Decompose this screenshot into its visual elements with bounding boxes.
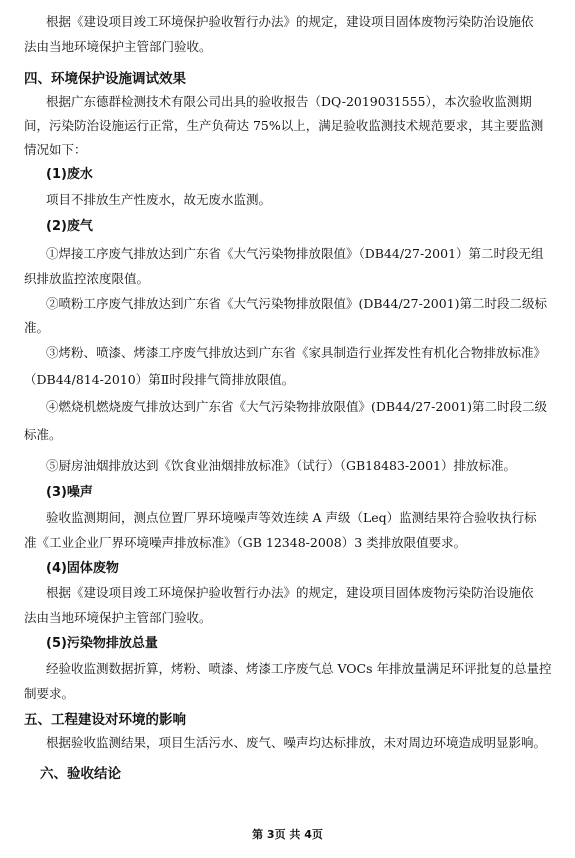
page-number: 第 3页 共 4页 [252, 828, 323, 841]
section-heading: 五、工程建设对环境的影响 [24, 712, 186, 728]
subsection-heading: (2)废气 [46, 219, 93, 234]
section-heading: 四、环境保护设施调试效果 [24, 71, 186, 87]
paragraph-line: 织排放监控浓度限值。 [24, 271, 150, 286]
paragraph-line: 准。 [24, 320, 50, 335]
paragraph-line: 准《工业企业厂界环境噪声排放标准》（GB 12348-2008）3 类排放限值要求。 [24, 535, 467, 550]
paragraph-line: ③烤粉、喷漆、烤漆工序废气排放达到广东省《家具制造行业挥发性有机化合物排放标准》 [46, 345, 547, 360]
section-heading: 六、验收结论 [40, 766, 121, 782]
paragraph-line: 根据验收监测结果，项目生活污水、废气、噪声均达标排放，未对周边环境造成明显影响。 [46, 735, 547, 750]
paragraph-line: ⑤厨房油烟排放达到《饮食业油烟排放标准》（试行）（GB18483-2001）排放标准。 [46, 458, 516, 473]
subsection-heading: (4)固体废物 [46, 561, 119, 576]
paragraph-line: 项目不排放生产性废水，故无废水监测。 [46, 192, 272, 207]
paragraph-line: 法由当地环境保护主管部门验收。 [24, 39, 212, 54]
paragraph-line: 法由当地环境保护主管部门验收。 [24, 610, 212, 625]
paragraph-line: （DB44/814-2010）第Ⅱ时段排气筒排放限值。 [24, 372, 295, 387]
paragraph-line: 验收监测期间，测点位置厂界环境噪声等效连续 A 声级（Leq）监测结果符合验收执行标 [46, 510, 537, 525]
paragraph-line: 情况如下： [24, 142, 87, 157]
paragraph-line: ①焊接工序废气排放达到广东省《大气污染物排放限值》（DB44/27-2001）第二时段无组 [46, 246, 544, 261]
paragraph-line: ②喷粉工序废气排放达到广东省《大气污染物排放限值》(DB44/27-2001)第二时段二级标 [46, 296, 548, 311]
paragraph-line: 根据《建设项目竣工环境保护验收暂行办法》的规定，建设项目固体废物污染防治设施依 [46, 585, 534, 600]
paragraph-line: 根据《建设项目竣工环境保护验收暂行办法》的规定，建设项目固体废物污染防治设施依 [46, 14, 534, 29]
paragraph-line: 经验收监测数据折算，烤粉、喷漆、烤漆工序废气总 VOCs 年排放量满足环评批复的总量控 [46, 661, 552, 676]
paragraph-line: 根据广东德群检测技术有限公司出具的验收报告（DQ-2019031555），本次验收监测期 [46, 94, 532, 109]
paragraph-line: 标准。 [24, 427, 62, 442]
subsection-heading: (1)废水 [46, 167, 93, 182]
paragraph-line: 间，污染防治设施运行正常，生产负荷达 75%以上，满足验收监测技术规范要求，其主要监测 [24, 118, 544, 133]
subsection-heading: (3)噪声 [46, 485, 93, 500]
subsection-heading: (5)污染物排放总量 [46, 636, 158, 651]
paragraph-line: ④燃烧机燃烧废气排放达到广东省《大气污染物排放限值》(DB44/27-2001)第二时段二级 [46, 399, 548, 414]
paragraph-line: 制要求。 [24, 686, 75, 701]
